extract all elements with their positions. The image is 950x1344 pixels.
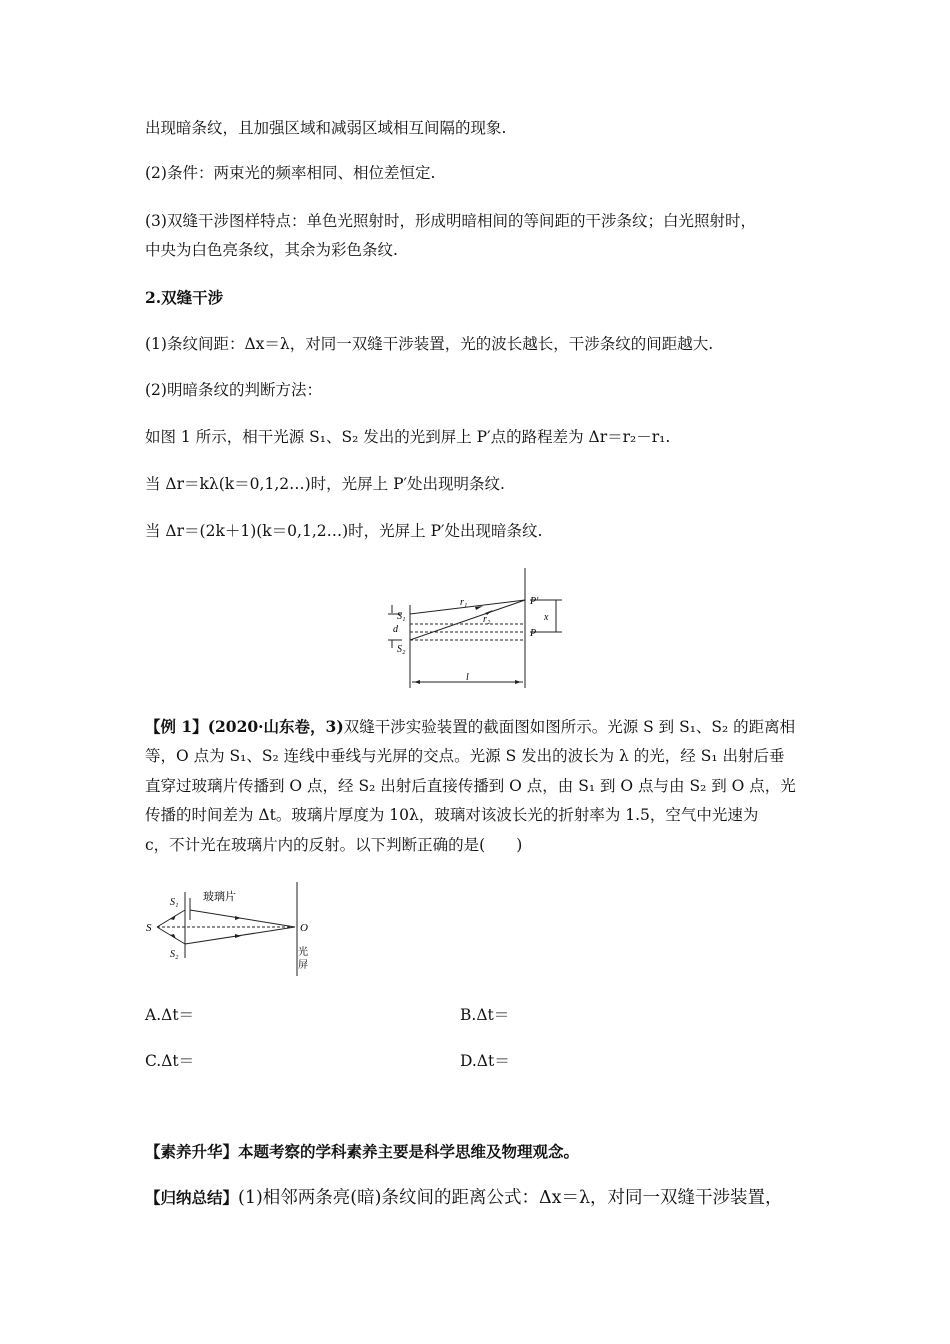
text-line: 传播的时间差为 Δt。玻璃片厚度为 10λ，玻璃对该波长光的折射率为 1.5，空气中光速为 bbox=[145, 806, 759, 824]
option-a[interactable]: A.Δt＝ bbox=[145, 1006, 195, 1024]
fig1-label-s1: S₁ bbox=[397, 611, 406, 622]
text-line: 当 Δr＝kλ(k＝0,1,2…)时，光屏上 P′处出现明条纹. bbox=[145, 475, 505, 493]
example-text: 双缝干涉实验装置的截面图如图所示。光源 S 到 S₁、S₂ 的距离相 bbox=[343, 718, 796, 736]
option-c[interactable]: C.Δt＝ bbox=[145, 1052, 195, 1070]
fig1-label-r1: r₁ bbox=[460, 597, 468, 608]
fig1-label-r2: r₂ bbox=[483, 614, 491, 625]
glass-plate-figure bbox=[140, 880, 330, 980]
text-line: 中央为白色亮条纹，其余为彩色条纹. bbox=[145, 241, 398, 259]
fig1-label-d: d bbox=[393, 624, 398, 635]
text-line: 如图 1 所示，相干光源 S₁、S₂ 发出的光到屏上 P′点的路程差为 Δr＝r₂－r₁. bbox=[145, 428, 671, 446]
fig2-label-screen-1: 光 bbox=[298, 947, 308, 958]
text-line: (3)双缝干涉图样特点：单色光照射时，形成明暗相间的等间距的干涉条纹；白光照射时， bbox=[145, 212, 756, 230]
fig1-label-s2: S₂ bbox=[397, 644, 406, 655]
fig2-label-s2: S₂ bbox=[170, 949, 179, 960]
fig2-label-s1: S₁ bbox=[170, 897, 179, 908]
double-slit-figure bbox=[380, 560, 570, 690]
option-b[interactable]: B.Δt＝ bbox=[460, 1006, 510, 1024]
text-line: (2)明暗条纹的判断方法： bbox=[145, 381, 322, 399]
fig1-label-l: l bbox=[466, 672, 469, 683]
text-line: (2)条件：两束光的频率相同、相位差恒定. bbox=[145, 164, 436, 182]
literacy-text: 本题考察的学科素养主要是科学思维及物理观念。 bbox=[238, 1142, 580, 1161]
literacy-tag: 【素养升华】 bbox=[145, 1142, 239, 1161]
section-heading: 2.双缝干涉 bbox=[145, 288, 224, 307]
fig1-label-x: x bbox=[544, 612, 549, 623]
conclusion-text: (1)相邻两条亮(暗)条纹间的距离公式：Δx＝λ，对同一双缝干涉装置， bbox=[238, 1188, 783, 1208]
text-line: c，不计光在玻璃片内的反射。以下判断正确的是( ) bbox=[145, 836, 523, 854]
fig2-label-s: S bbox=[146, 922, 152, 934]
fig2-label-screen-2: 屏 bbox=[298, 960, 308, 971]
fig2-label-o: O bbox=[300, 922, 308, 934]
example-source: (2020·山东卷，3) bbox=[207, 717, 344, 736]
text-line: 当 Δr＝(2k＋1)(k＝0,1,2…)时，光屏上 P′处出现暗条纹. bbox=[145, 522, 543, 540]
example-tag: 【例 1】 bbox=[145, 717, 208, 736]
text-line: 等，O 点为 S₁、S₂ 连线中垂线与光屏的交点。光源 S 发出的波长为 λ 的光，经 S₁ 出射后垂 bbox=[145, 747, 785, 765]
literacy-line bbox=[145, 1142, 579, 1162]
conclusion-line bbox=[145, 1188, 783, 1208]
text-line: 出现暗条纹，且加强区域和减弱区域相互间隔的现象. bbox=[145, 119, 507, 137]
text-line: (1)条纹间距：Δx＝λ，对同一双缝干涉装置，光的波长越长，干涉条纹的间距越大. bbox=[145, 335, 714, 353]
fig1-label-p: P bbox=[530, 628, 537, 639]
conclusion-tag: 【归纳总结】 bbox=[145, 1188, 239, 1207]
fig1-label-p-prime: P′ bbox=[530, 596, 539, 607]
fig2-label-glass: 玻璃片 bbox=[203, 891, 236, 903]
example-first-line bbox=[145, 717, 795, 737]
option-d[interactable]: D.Δt＝ bbox=[460, 1052, 510, 1070]
text-line: 直穿过玻璃片传播到 O 点，经 S₂ 出射后直接传播到 O 点，由 S₁ 到 O 点与由 S₂ 到 O 点，光 bbox=[145, 777, 796, 795]
